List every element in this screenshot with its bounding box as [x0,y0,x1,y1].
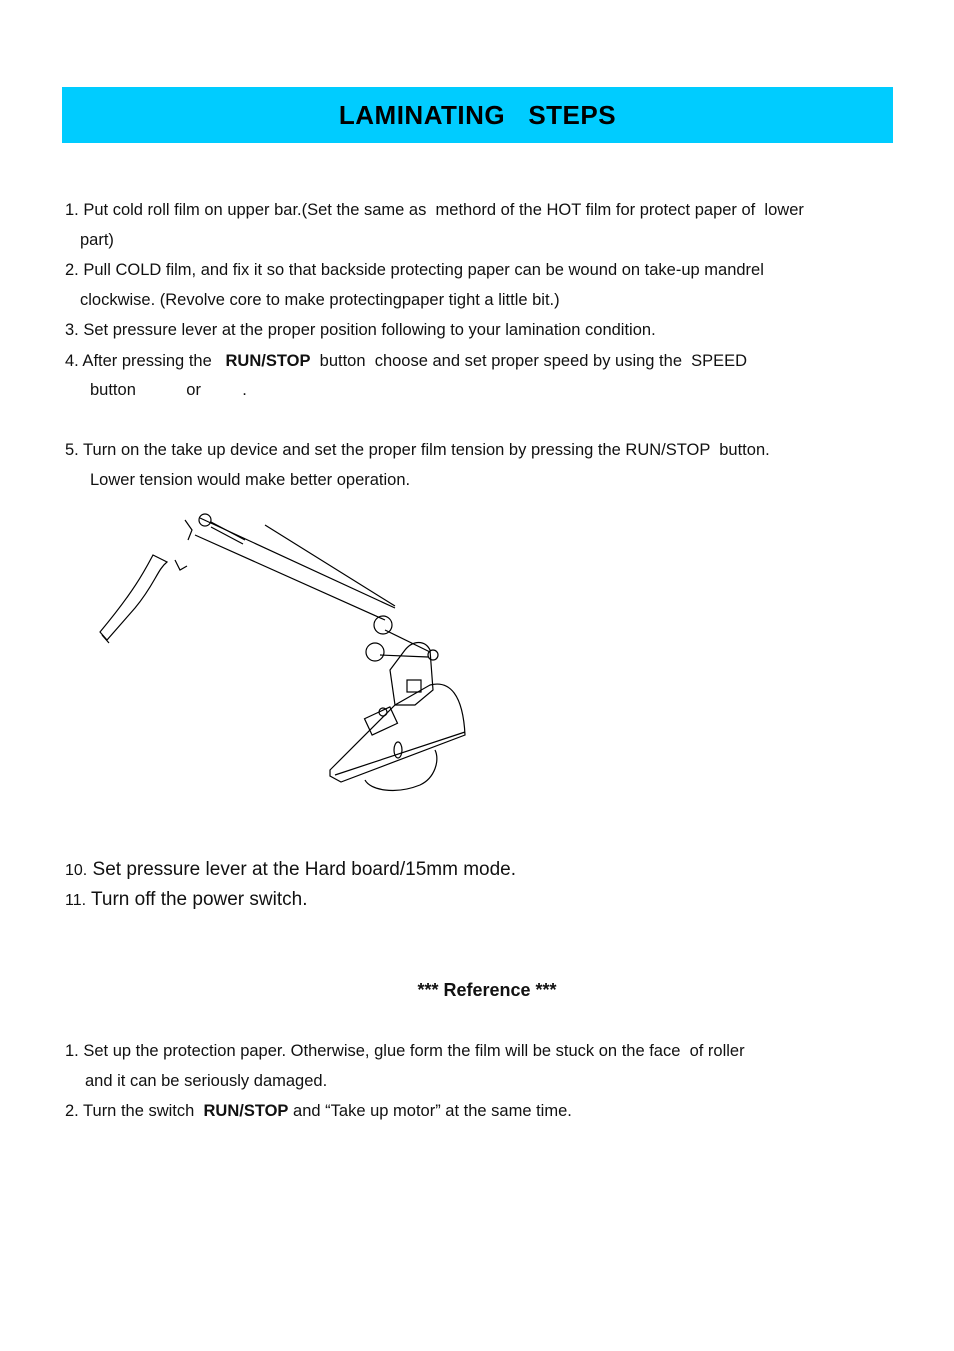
housing-slot [394,742,402,758]
step-3: 3. Set pressure lever at the proper position following to your lamination condition. [65,321,656,339]
tower-label [407,680,421,692]
reference-2 [65,1101,572,1121]
step-5-line-1: 5. Turn on the take up device and set the proper film tension by pressing the RUN/STOP button. [65,441,770,459]
step-4-prefix: 4. After pressing the [65,352,226,370]
laminator-illustration [95,500,475,800]
roll-edge-upper [195,535,385,620]
reference-run-stop-label: RUN/STOP [203,1102,289,1120]
step-4-suffix: button choose and set proper speed by using the SPEED [310,352,748,370]
roll-edge-lower [265,525,395,606]
title-banner [62,87,893,143]
motor-housing [330,684,465,782]
step-2-line-1: 2. Pull COLD film, and fix it so that backside protecting paper can be wound on take-up mandrel [65,261,764,279]
step-5-line-2: Lower tension would make better operation. [90,471,411,489]
axle-lower [380,655,428,657]
film-sheet [100,555,167,640]
hub-lower [366,643,384,661]
page-title: LAMINATING STEPS [338,99,617,130]
step-1-line-1: 1. Put cold roll film on upper bar.(Set the same as methord of the HOT film for protect paper of lower [65,201,804,219]
step-4-line-2: button or . [90,381,247,399]
reference-2-prefix: 2. Turn the switch [65,1102,204,1120]
step-10-text: Set pressure lever at the Hard board/15mm mode. [87,859,517,880]
reference-2-suffix: and “Take up motor” at the same time. [288,1102,572,1120]
step-10 [65,860,516,881]
step-1-line-2: part) [80,231,114,249]
axle-end [428,650,438,660]
shaft-top [211,522,245,540]
axle-upper [385,630,430,652]
step-2-line-2: clockwise. (Revolve core to make protectingpaper tight a little bit.) [80,291,560,309]
reference-1-line-1: 1. Set up the protection paper. Otherwise, glue form the film will be stuck on the face of roller [65,1042,745,1060]
run-stop-label: RUN/STOP [225,352,311,370]
step-10-number: 10. [65,862,88,879]
housing-seam [335,732,465,775]
step-4-line-1 [65,351,747,371]
bracket-mark [175,560,187,570]
clip-mark [185,520,192,540]
reference-1-line-2: and it can be seriously damaged. [85,1072,328,1090]
step-11-text: Turn off the power switch. [86,889,308,910]
step-11 [65,890,308,911]
step-11-number: 11. [65,892,87,909]
reference-heading: *** Reference *** [417,980,557,1000]
